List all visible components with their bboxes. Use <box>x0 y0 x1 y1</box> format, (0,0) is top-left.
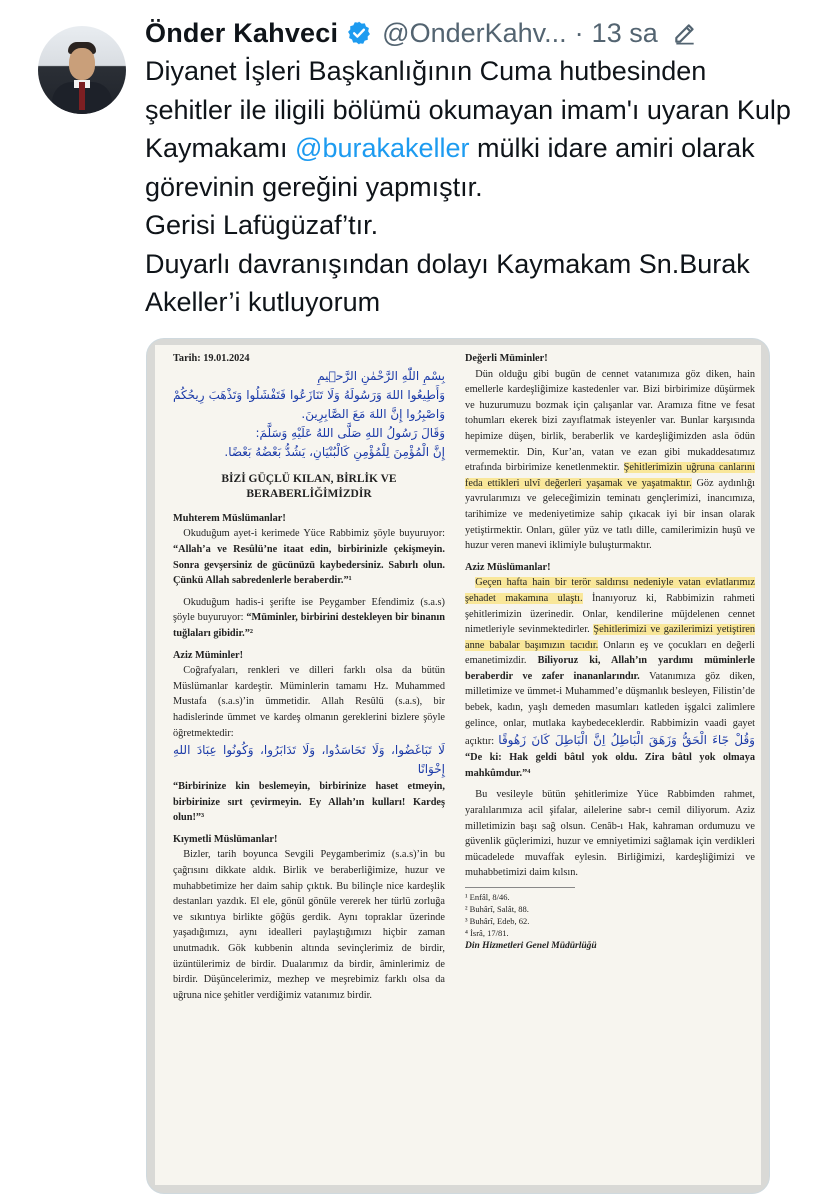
heading-4: Değerli Müminler! <box>465 353 548 364</box>
paragraph-8: Bu vesileyle bütün şehitlerimize Yüce Rabbimden rahmet, yaralılarımıza acil şifalar, ailelerine sabr-ı cemil diliyorum. Aziz milletimizin başı sağ olsun. Cenâb-ı Hak, kahraman ordumuzu ve güvenlik güçlerimizi, huzur ve emniyetimizi sağlamak için verdikleri mücadelede muvaffak eylesin. Birliğimizi, kardeşliğimizi ve muhabbetimizi daim kılsın. <box>465 789 755 879</box>
paragraph-7: Geçen hafta hain bir terör saldırısı nedeniyle vatan evlatlarımız şehadet makamına ulaştı. İnanıyoruz ki, Rabbimizin rahmeti şehitlerimizin üzerinedir. Onlar, kendilerine müjdelenen cennet nimetleriyle sevinmektedirler. Şehitlerimizi ve gazilerimizi yetiştiren anne babalar başımızın tacıdır. Onların eş ve çocukları en değerli emanetimizdir. Biliyoruz ki, Allah’ın yardımı müminlerle beraberdir ve zafer inananlarındır. Vatanımıza göz diken, milletimize ve ümmet-i Muhammed’e düşmanlık besleyen, Filistin’de bebek, kadın, yaşlı demeden masumları katleden işgalci zalimlere gelince, onlar, mutlaka kaybedeceklerdir. Rabbimizin vaadi gayet açıktır: وَقُلْ جَٓاءَ الْحَقُّ وَزَهَقَ الْبَاطِلُ اِنَّ الْبَاطِلَ كَانَ زَهُوقًا “De ki: Hak geldi bâtıl yok oldu. Zira bâtıl yok olmaya mahkûmdur.”⁴ <box>465 577 756 779</box>
document-signature: Din Hizmetleri Genel Müdürlüğü <box>465 941 597 951</box>
separator-dot: · <box>574 17 584 48</box>
document-left-column <box>173 351 445 1003</box>
footnote-4: ⁴ İsrâ, 17/81. <box>465 928 509 938</box>
paragraph-2: Okuduğum hadis-i şerifte ise Peygamber Efendimiz (s.a.s) şöyle buyuruyor: “Müminler, birbirini destekleyen bir binanın tuğlaları gibidir.”² <box>173 596 445 639</box>
tweet-body <box>145 52 795 322</box>
tweet-paragraph-2: Gerisi Lafügüzaf’tır. <box>145 210 379 240</box>
heading-1: Muhterem Müslümanlar! <box>173 512 286 524</box>
footnote-1: ¹ Enfâl, 8/46. <box>465 892 510 902</box>
paragraph-5: Bizler, tarih boyunca Sevgili Peygamberimiz (s.a.s)’in bu çağrısını dikkate aldık. Birlik ve beraberliğimize, huzur ve muhabbetimize her daim sahip çıktık. Bu bilinçle nice kardeşlik destanları yazdık. El ele, gönül gönüle vererek her türlü zorluğa ve sıkıntıya birlikte göğüs gerdik. Aynı topraklar üzerinde yaşadığımızı, aynı idealleri paylaştığımızı hiçbir zaman unutmadık. Gök kubbenin altında sevinçlerimiz de birdir, üzüntülerimiz de birdir. Dualarımız da birdir, âminlerimiz de birdir. Düşüncelerimiz, mezhep ve meşrebimiz farklı olsa da uğruna nice şehitler verdiğimiz vatanımız birdir. <box>173 849 445 1001</box>
paragraph-4: “Birbirinize kin beslemeyin, birbirinize haset etmeyin, birbirinize sırt çevirmeyin. Ey Allah’ın kulları! Kardeş olun!”³ <box>173 781 445 824</box>
paragraph-3: Coğrafyaları, renkleri ve dilleri farklı olsa da bütün Müslümanlar kardeştir. Müminlerin tamamı Hz. Muhammed Mustafa (s.a.s)’in ümmetidir. Allah Resûlü (s.a.s), bir hadislerinde ümmet ve kardeş olmanın gereklerini bizlere şöyle öğretmektedir: <box>173 665 445 739</box>
tweet-header <box>145 14 698 52</box>
author-handle[interactable]: @OnderKahv... <box>382 17 567 48</box>
heading-3: Kıymetli Müslümanlar! <box>173 833 278 845</box>
heading-5: Aziz Müslümanlar! <box>465 561 551 573</box>
verified-badge-icon <box>346 20 372 46</box>
heading-2: Aziz Müminler! <box>173 649 244 661</box>
document-date: Tarih: 19.01.2024 <box>173 353 250 364</box>
tweet-paragraph-3: Duyarlı davranışından dolayı Kaymakam Sn.Burak Akeller’i kutluyorum <box>145 248 750 317</box>
author-avatar[interactable] <box>38 26 126 114</box>
arabic-hadith-2: لَا تَبَاغَضُوا، وَلَا تَحَاسَدُوا، وَلَا تَدَابَرُوا، وَكُونُوا عِبَادَ اللهِ إِخْوَانًا <box>173 743 445 777</box>
basmala: بِسْمِ اللّٰهِ الرَّحْمٰنِ الرَّح۪يمِ <box>317 368 445 383</box>
sermon-document <box>155 345 761 1185</box>
document-title: BİZİ GÜÇLÜ KILAN, BİRLİK VE BERABERLİĞİMİZDİR <box>221 472 397 501</box>
paragraph-1: Okuduğum ayet-i kerimede Yüce Rabbimiz şöyle buyuruyor: “Allah’a ve Resûlü’ne itaat edin, birbirinizle çekişmeyin. Sonra gevşersiniz de gücünüzü kaybedersiniz. Sabırlı olun. Çünkü Allah sabredenlerle beraberdir.”¹ <box>173 528 445 587</box>
arabic-verse: وَأَطِيعُوا اللهَ وَرَسُولَهُ وَلَا تَنَازَعُوا فَتَفْشَلُوا وَتَذْهَبَ رِيحُكُمْ وَاصْبِرُوا إِنَّ اللهَ مَعَ الصَّابِرِينَ. <box>173 387 445 421</box>
highlighted-text-2: Geçen hafta hain bir terör saldırısı nedeniyle vatan evlatlarımız şehadet makamına ulaştı. <box>465 577 755 604</box>
mention-link[interactable]: @burakakeller <box>295 133 470 163</box>
highlighted-text-1: Şehitlerimizin uğruna canlarını feda ettikleri ulvî değerleri yaşamak ve yaşatmaktır. <box>465 462 755 489</box>
tweet-paragraph-1: Diyanet İşleri Başkanlığının Cuma hutbesinden şehitler ile iligili bölümü okumayan imam'ı uyaran Kulp Kaymakamı @burakakeller mülki idare amiri olarak görevinin gereğini yapmıştır. <box>145 56 791 202</box>
highlighted-text-3: Şehitlerimizi ve gazilerimizi yetiştiren anne babalar başımızın tacıdır. <box>465 624 755 651</box>
arabic-hadith-intro: وَقَالَ رَسُولُ اللهِ صَلَّى اللهُ عَلَيْهِ وَسَلَّمَ: <box>255 425 445 440</box>
tweet-timestamp[interactable]: 13 sa <box>591 17 658 48</box>
arabic-hadith: إِنَّ الْمُؤْمِنَ لِلْمُؤْمِنِ كَالْبُنْيَانِ، يَشُدُّ بَعْضُهُ بَعْضًا. <box>224 444 445 459</box>
footnote-divider <box>465 887 575 888</box>
paragraph-6: Dün olduğu gibi bugün de cennet vatanımıza göz diken, hain emellerle kardeşliğimize kastedenler var. Bizi birbirimize düşürmek ve huzurumuzu bozmak için çalışanlar var. Aramıza fitne ve fesat tohumları ekerek bizi zayıflatmak isteyenler var. Bunlar karşısında hepimize düşen, birlik, beraberlik ve kardeşliğimizden asla ödün vermemektir. Din, Kur’an, vatan ve ezan gibi mukaddesatımız etrafında birbirimize kenetlenmektir. Şehitlerimizin uğruna canlarını feda ettikleri ulvî değerleri yaşamak ve yaşatmaktır. Göz aydınlığı yavrularımızı ve geleceğimizin teminatı gençlerimizi, inancımıza, tarihimize ve medeniyetimize sahip çıkacak iyi bir insan olarak yetiştirmektir. Onları, güler yüz ve tatlı dille, camilerimizin huşû ve huzur veren manevi iklimiyle buluşturmaktır. <box>465 368 755 552</box>
author-name[interactable]: Önder Kahveci <box>145 17 339 48</box>
footnote-3: ³ Buhârî, Edeb, 62. <box>465 916 530 926</box>
attached-image[interactable] <box>146 338 770 1194</box>
document-right-column <box>465 351 755 955</box>
edit-pencil-icon[interactable] <box>672 20 698 46</box>
footnote-2: ² Buhârî, Salât, 88. <box>465 904 529 914</box>
